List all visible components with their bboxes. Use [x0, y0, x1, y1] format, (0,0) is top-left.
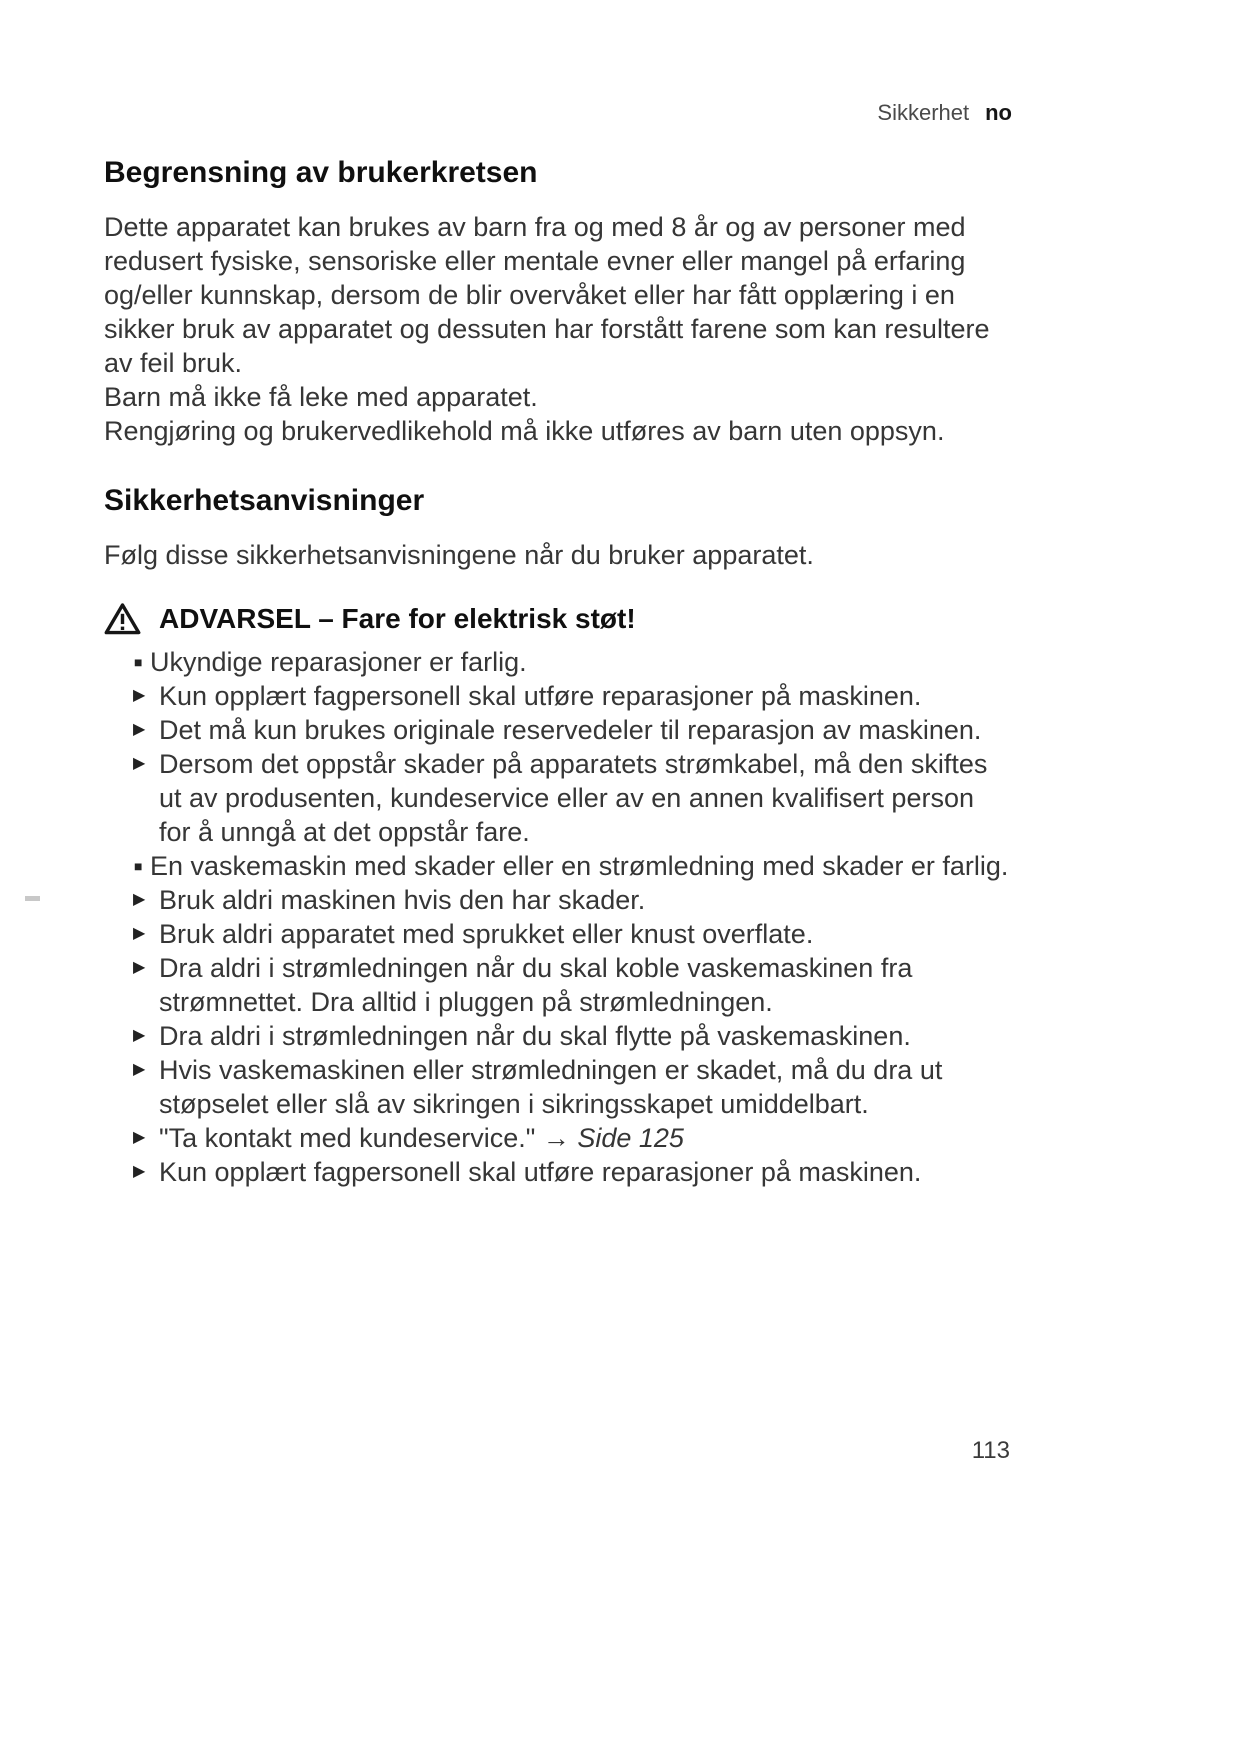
- warning-list-item: [104, 849, 1012, 1189]
- warning-sub-item-text: Dra aldri i strømledningen når du skal koble vaskemaskinen fra strømnettet. Dra alltid i pluggen på strømledningen.: [159, 953, 913, 1017]
- page-number: 113: [971, 1437, 1010, 1464]
- warning-sub-item: [133, 747, 1012, 849]
- warning-sub-item: [133, 1053, 1012, 1121]
- warning-item-text: Ukyndige reparasjoner er farlig.: [150, 647, 527, 677]
- warning-sub-item: [133, 713, 1012, 747]
- warning-sub-item: [133, 1155, 1012, 1189]
- warning-sub-list: [133, 679, 1012, 849]
- header-section-label: Sikkerhet: [877, 100, 970, 125]
- warning-sub-item: [133, 679, 1012, 713]
- triangle-bullet-icon: ▶: [133, 1027, 146, 1044]
- triangle-bullet-icon: ▶: [133, 1129, 146, 1146]
- triangle-bullet-icon: ▶: [133, 959, 146, 976]
- warning-list: [104, 645, 1012, 1189]
- warning-sub-item-text: Det må kun brukes originale reservedeler til reparasjon av maskinen.: [159, 715, 982, 745]
- warning-sub-list: [133, 883, 1012, 1189]
- manual-page-content: [104, 100, 1012, 1189]
- warning-sub-item-text: Kun opplært fagpersonell skal utføre reparasjoner på maskinen.: [159, 1157, 922, 1187]
- warning-sub-item: [133, 951, 1012, 1019]
- paragraph: Barn må ikke få leke med apparatet.: [104, 382, 538, 412]
- triangle-bullet-icon: ▶: [133, 925, 146, 942]
- print-registration-mark: [25, 896, 40, 901]
- square-bullet-icon: ■: [134, 654, 143, 670]
- paragraph: Dette apparatet kan brukes av barn fra og med 8 år og av personer med redusert fysiske, sensoriske eller mentale evner eller mangel på erfaring og/eller kunnskap, dersom de blir overvåket eller har fått opplæring i en sikker bruk av apparatet og dessuten har forstått farene som kan resultere av feil bruk.: [104, 212, 990, 378]
- warning-sub-item: [133, 883, 1012, 917]
- warning-triangle-icon: [104, 602, 141, 635]
- triangle-bullet-icon: ▶: [133, 1061, 146, 1078]
- section-title-sikkerhetsanvisninger: Sikkerhetsanvisninger: [104, 484, 425, 517]
- triangle-bullet-icon: ▶: [133, 687, 146, 704]
- warning-sub-item-text: Dra aldri i strømledningen når du skal flytte på vaskemaskinen.: [159, 1021, 911, 1051]
- warning-sub-item: [133, 1121, 1012, 1155]
- paragraph: Rengjøring og brukervedlikehold må ikke utføres av barn uten oppsyn.: [104, 416, 945, 446]
- page-header: [104, 100, 1012, 126]
- warning-sub-item-text: Dersom det oppstår skader på apparatets strømkabel, må den skiftes ut av produsenten, kundeservice eller av en annen kvalifisert person for å unngå at det oppstår fare.: [159, 749, 988, 847]
- section-title-begrensning: Begrensning av brukerkretsen: [104, 156, 538, 189]
- warning-sub-item: [133, 1019, 1012, 1053]
- warning-sub-item-text: Bruk aldri apparatet med sprukket eller knust overflate.: [159, 919, 814, 949]
- header-language-code: no: [985, 100, 1012, 125]
- warning-sub-item-text: "Ta kontakt med kundeservice." → Side 125: [159, 1123, 684, 1153]
- triangle-bullet-icon: ▶: [133, 721, 146, 738]
- warning-sub-item-text: Hvis vaskemaskinen eller strømledningen er skadet, må du dra ut støpselet eller slå av sikringen i sikringsskapet umiddelbart.: [159, 1055, 943, 1119]
- triangle-bullet-icon: ▶: [133, 891, 146, 908]
- triangle-bullet-icon: ▶: [133, 755, 146, 772]
- warning-item-text: En vaskemaskin med skader eller en strømledning med skader er farlig.: [150, 851, 1009, 881]
- warning-heading: [104, 602, 1012, 635]
- triangle-bullet-icon: ▶: [133, 1163, 146, 1180]
- warning-sub-item-text: Kun opplært fagpersonell skal utføre reparasjoner på maskinen.: [159, 681, 922, 711]
- warning-sub-item-text: Bruk aldri maskinen hvis den har skader.: [159, 885, 646, 915]
- warning-list-item: [104, 645, 1012, 849]
- section2-intro: Følg disse sikkerhetsanvisningene når du bruker apparatet.: [104, 540, 814, 570]
- section1-paragraphs: [104, 210, 1012, 448]
- warning-sub-item: [133, 917, 1012, 951]
- warning-title: ADVARSEL – Fare for elektrisk støt!: [159, 602, 636, 634]
- square-bullet-icon: ■: [134, 858, 143, 874]
- page-reference: Side 125: [577, 1123, 684, 1153]
